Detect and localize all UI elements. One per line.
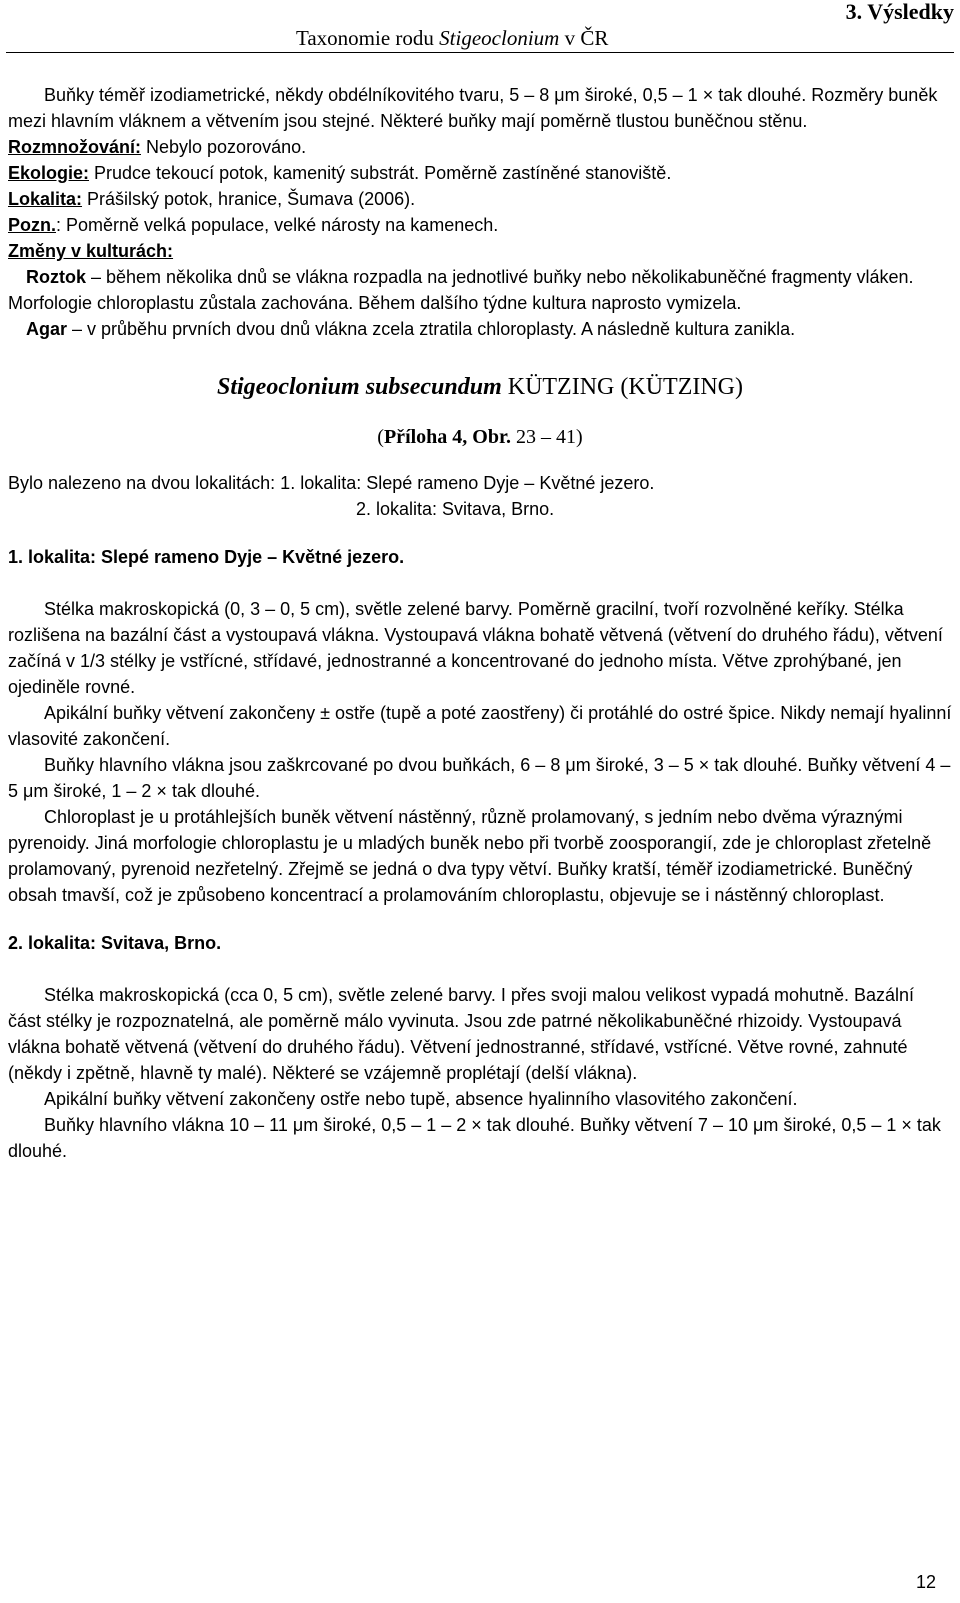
page-number: 12 bbox=[915, 1572, 936, 1592]
spacer bbox=[8, 342, 952, 372]
spacer bbox=[8, 522, 952, 544]
header-rule bbox=[6, 52, 954, 53]
locality-1-paragraph-4: Chloroplast je u protáhlejších buněk větvení nástěnný, různě prolamovaný, s jedním nebo dvěma výraznými pyrenoidy. Jiná morfologie chloroplastu je u mladých buněk nebo při tvorbě zoosporangií, zde je chloroplast zřetelně prolamovaný, pyrenoid nezřetelný. Zřejmě se jedná o dva typy větví. Buňky kratší, téměř izodiametrické. Buněčný obsah tmavší, což je způsobeno koncentrací a prolamováním chloroplastu, objevuje se i nástěnný chloroplast. bbox=[8, 807, 932, 905]
spacer bbox=[8, 402, 952, 424]
locality-1-paragraph-1: Stélka makroskopická (0, 3 – 0, 5 cm), světle zelené barvy. Poměrně gracilní, tvoří rozvolněné keříky. Stélka rozlišena na bazální část a vystoupavá vlákna. Vystoupavá vlákna bohatě větvená (větvení do druhého řádu), větvení začíná v 1/3 stélky je vstřícné, střídavé, jednostranné a koncentrované do jednoho místa. Větve zprohýbané, jen ojediněle rovné. bbox=[8, 599, 943, 697]
species-title: Stigeoclonium subsecundum KÜTZING (KÜTZING) bbox=[217, 374, 743, 400]
locality-1-paragraph-2: Apikální buňky větvení zakončeny ± ostře (tupě a poté zaostřeny) či protáhlé do ostré špice. Nikdy nemají hyalinní vlasovité zakončení. bbox=[8, 703, 952, 749]
locality-2-heading: 2. lokalita: Svitava, Brno. bbox=[8, 933, 222, 953]
reproduction-line: Rozmnožování: Nebylo pozorováno. bbox=[8, 137, 307, 157]
found-line-2: 2. lokalita: Svitava, Brno. bbox=[356, 499, 555, 519]
locality-line: Lokalita: Prášilský potok, hranice, Šumava (2006). bbox=[8, 189, 416, 209]
spacer bbox=[8, 570, 952, 596]
header-section: 3. Výsledky bbox=[845, 0, 954, 24]
locality-1-paragraph-3: Buňky hlavního vlákna jsou zaškrcované po dvou buňkách, 6 – 8 μm široké, 3 – 5 × tak dlouhé. Buňky větvení 4 – 5 μm široké, 1 – 2 × tak dlouhé. bbox=[8, 755, 951, 801]
locality-2-paragraph-3: Buňky hlavního vlákna 10 – 11 μm široké, 0,5 – 1 – 2 × tak dlouhé. Buňky větvení 7 – 10 μm široké, 0,5 – 1 × tak dlouhé. bbox=[8, 1115, 941, 1161]
running-header bbox=[0, 0, 960, 52]
agar-paragraph: Agar – v průběhu prvních dvou dnů vlákna zcela ztratila chloroplasty. A následně kultura zanikla. bbox=[26, 319, 796, 339]
cell-description: Buňky téměř izodiametrické, někdy obdélníkovitého tvaru, 5 – 8 μm široké, 0,5 – 1 × tak dlouhé. Rozměry buněk mezi hlavním vláknem a větvením jsou stejné. Některé buňky mají poměrně tlustou buněčnou stěnu. bbox=[8, 85, 938, 131]
header-title: Taxonomie rodu Stigeoclonium v ČR bbox=[296, 26, 609, 50]
locality-2-paragraph-2: Apikální buňky větvení zakončeny ostře nebo tupě, absence hyalinního vlasovitého zakončení. bbox=[44, 1089, 798, 1109]
plate-reference: (Příloha 4, Obr. 23 – 41) bbox=[377, 426, 583, 448]
locality-2-paragraph-1: Stélka makroskopická (cca 0, 5 cm), světle zelené barvy. I přes svoji malou velikost vypadá mohutně. Bazální část stélky je rozpoznatelná, ale poměrně málo vyvinuta. Jsou zde patrné několikabuněčné rhizoidy. Vystoupavá vlákna bohatě větvená (větvení do druhého řádu). Větvení jednostranné, střídavé, vstřícné. Větve rovné, zahnuté (někdy i zpětně, hlavně ty malé). Některé se vzájemně proplétají (delší vlákna). bbox=[8, 985, 915, 1083]
roztok-paragraph: Roztok – během několika dnů se vlákna rozpadla na jednotlivé buňky nebo několikabuněčné fragmenty vláken. Morfologie chloroplastu zůstala zachována. Během dalšího týdne kultura naprosto vymizela. bbox=[8, 267, 914, 313]
found-line-1: Bylo nalezeno na dvou lokalitách: 1. lokalita: Slepé rameno Dyje – Květné jezero. bbox=[8, 473, 655, 493]
document-body bbox=[8, 82, 952, 1164]
note-line: Pozn.: Poměrně velká populace, velké nárosty na kamenech. bbox=[8, 215, 499, 235]
spacer bbox=[8, 956, 952, 982]
ecology-line: Ekologie: Prudce tekoucí potok, kamenitý substrát. Poměrně zastíněné stanoviště. bbox=[8, 163, 672, 183]
spacer bbox=[8, 450, 952, 470]
culture-changes-heading: Změny v kulturách: bbox=[8, 241, 174, 261]
spacer bbox=[8, 908, 952, 930]
locality-1-heading: 1. lokalita: Slepé rameno Dyje – Květné jezero. bbox=[8, 547, 405, 567]
